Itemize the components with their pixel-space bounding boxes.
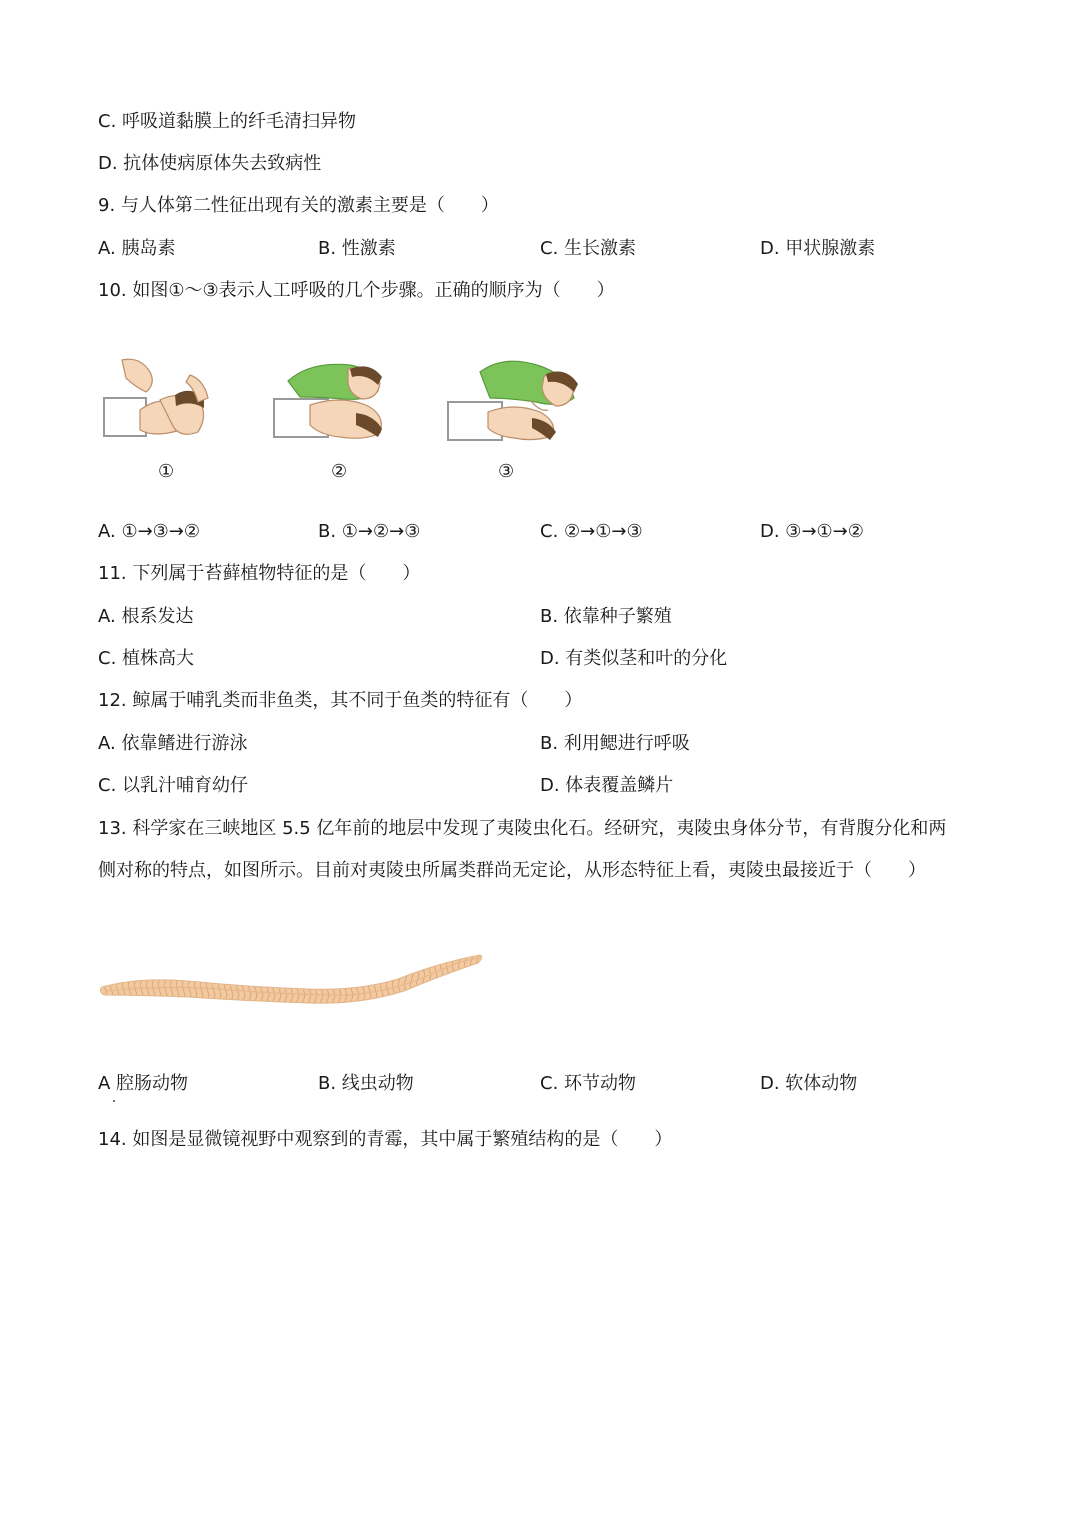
q10-option-c: C. ②→①→③ [540, 521, 643, 542]
yilingia-fossil-figure [98, 945, 488, 1005]
q11-option-b: B. 依靠种子繁殖 [540, 606, 672, 627]
q12-option-a: A. 依靠鳍进行游泳 [98, 733, 248, 754]
q10-option-a: A. ①→③→② [98, 521, 201, 542]
q14-stem: 14. 如图是显微镜视野中观察到的青霉，其中属于繁殖结构的是（ ） [98, 1129, 673, 1150]
q10-option-d: D. ③→①→② [760, 521, 864, 542]
q12-option-d: D. 体表覆盖鳞片 [540, 775, 674, 796]
q12-stem: 12. 鲸属于哺乳类而非鱼类，其不同于鱼类的特征有（ ） [98, 690, 583, 711]
q13-option-c: C. 环节动物 [540, 1073, 637, 1094]
q9-stem: 9. 与人体第二性征出现有关的激素主要是（ ） [98, 195, 499, 216]
q9-option-b: B. 性激素 [318, 238, 396, 259]
q10-stem: 10. 如图①～③表示人工呼吸的几个步骤。正确的顺序为（ ） [98, 280, 615, 301]
cpr-step-3-figure [444, 352, 584, 444]
q12-option-b: B. 利用鳃进行呼吸 [540, 733, 690, 754]
q13-option-d: D. 软体动物 [760, 1073, 858, 1094]
q11-option-d: D. 有类似茎和叶的分化 [540, 648, 728, 669]
cpr-step-3-label: ③ [498, 461, 515, 482]
q13-stem-line-1: 13. 科学家在三峡地区 5.5 亿年前的地层中发现了夷陵虫化石。经研究，夷陵虫身体分节，有背腹分化和两 [98, 818, 947, 839]
q13-option-a: A 腔肠动物 [98, 1073, 189, 1094]
q11-stem: 11. 下列属于苔藓植物特征的是（ ） [98, 563, 421, 584]
stray-mark [113, 1100, 115, 1102]
cpr-step-2-label: ② [331, 461, 348, 482]
q9-option-c: C. 生长激素 [540, 238, 637, 259]
cpr-step-1-figure [100, 350, 220, 440]
q10-option-b: B. ①→②→③ [318, 521, 421, 542]
q9-option-d: D. 甲状腺激素 [760, 238, 876, 259]
q13-stem-line-2: 侧对称的特点，如图所示。目前对夷陵虫所属类群尚无定论，从形态特征上看，夷陵虫最接近于（ ） [98, 860, 926, 881]
q8-option-d: D. 抗体使病原体失去致病性 [98, 153, 322, 174]
q12-option-c: C. 以乳汁哺育幼仔 [98, 775, 249, 796]
q9-option-a: A. 胰岛素 [98, 238, 176, 259]
q11-option-a: A. 根系发达 [98, 606, 194, 627]
q8-option-c: C. 呼吸道黏膜上的纤毛清扫异物 [98, 111, 357, 132]
cpr-step-1-label: ① [158, 461, 175, 482]
cpr-step-2-figure [270, 355, 400, 445]
q11-option-c: C. 植株高大 [98, 648, 195, 669]
q13-option-b: B. 线虫动物 [318, 1073, 414, 1094]
